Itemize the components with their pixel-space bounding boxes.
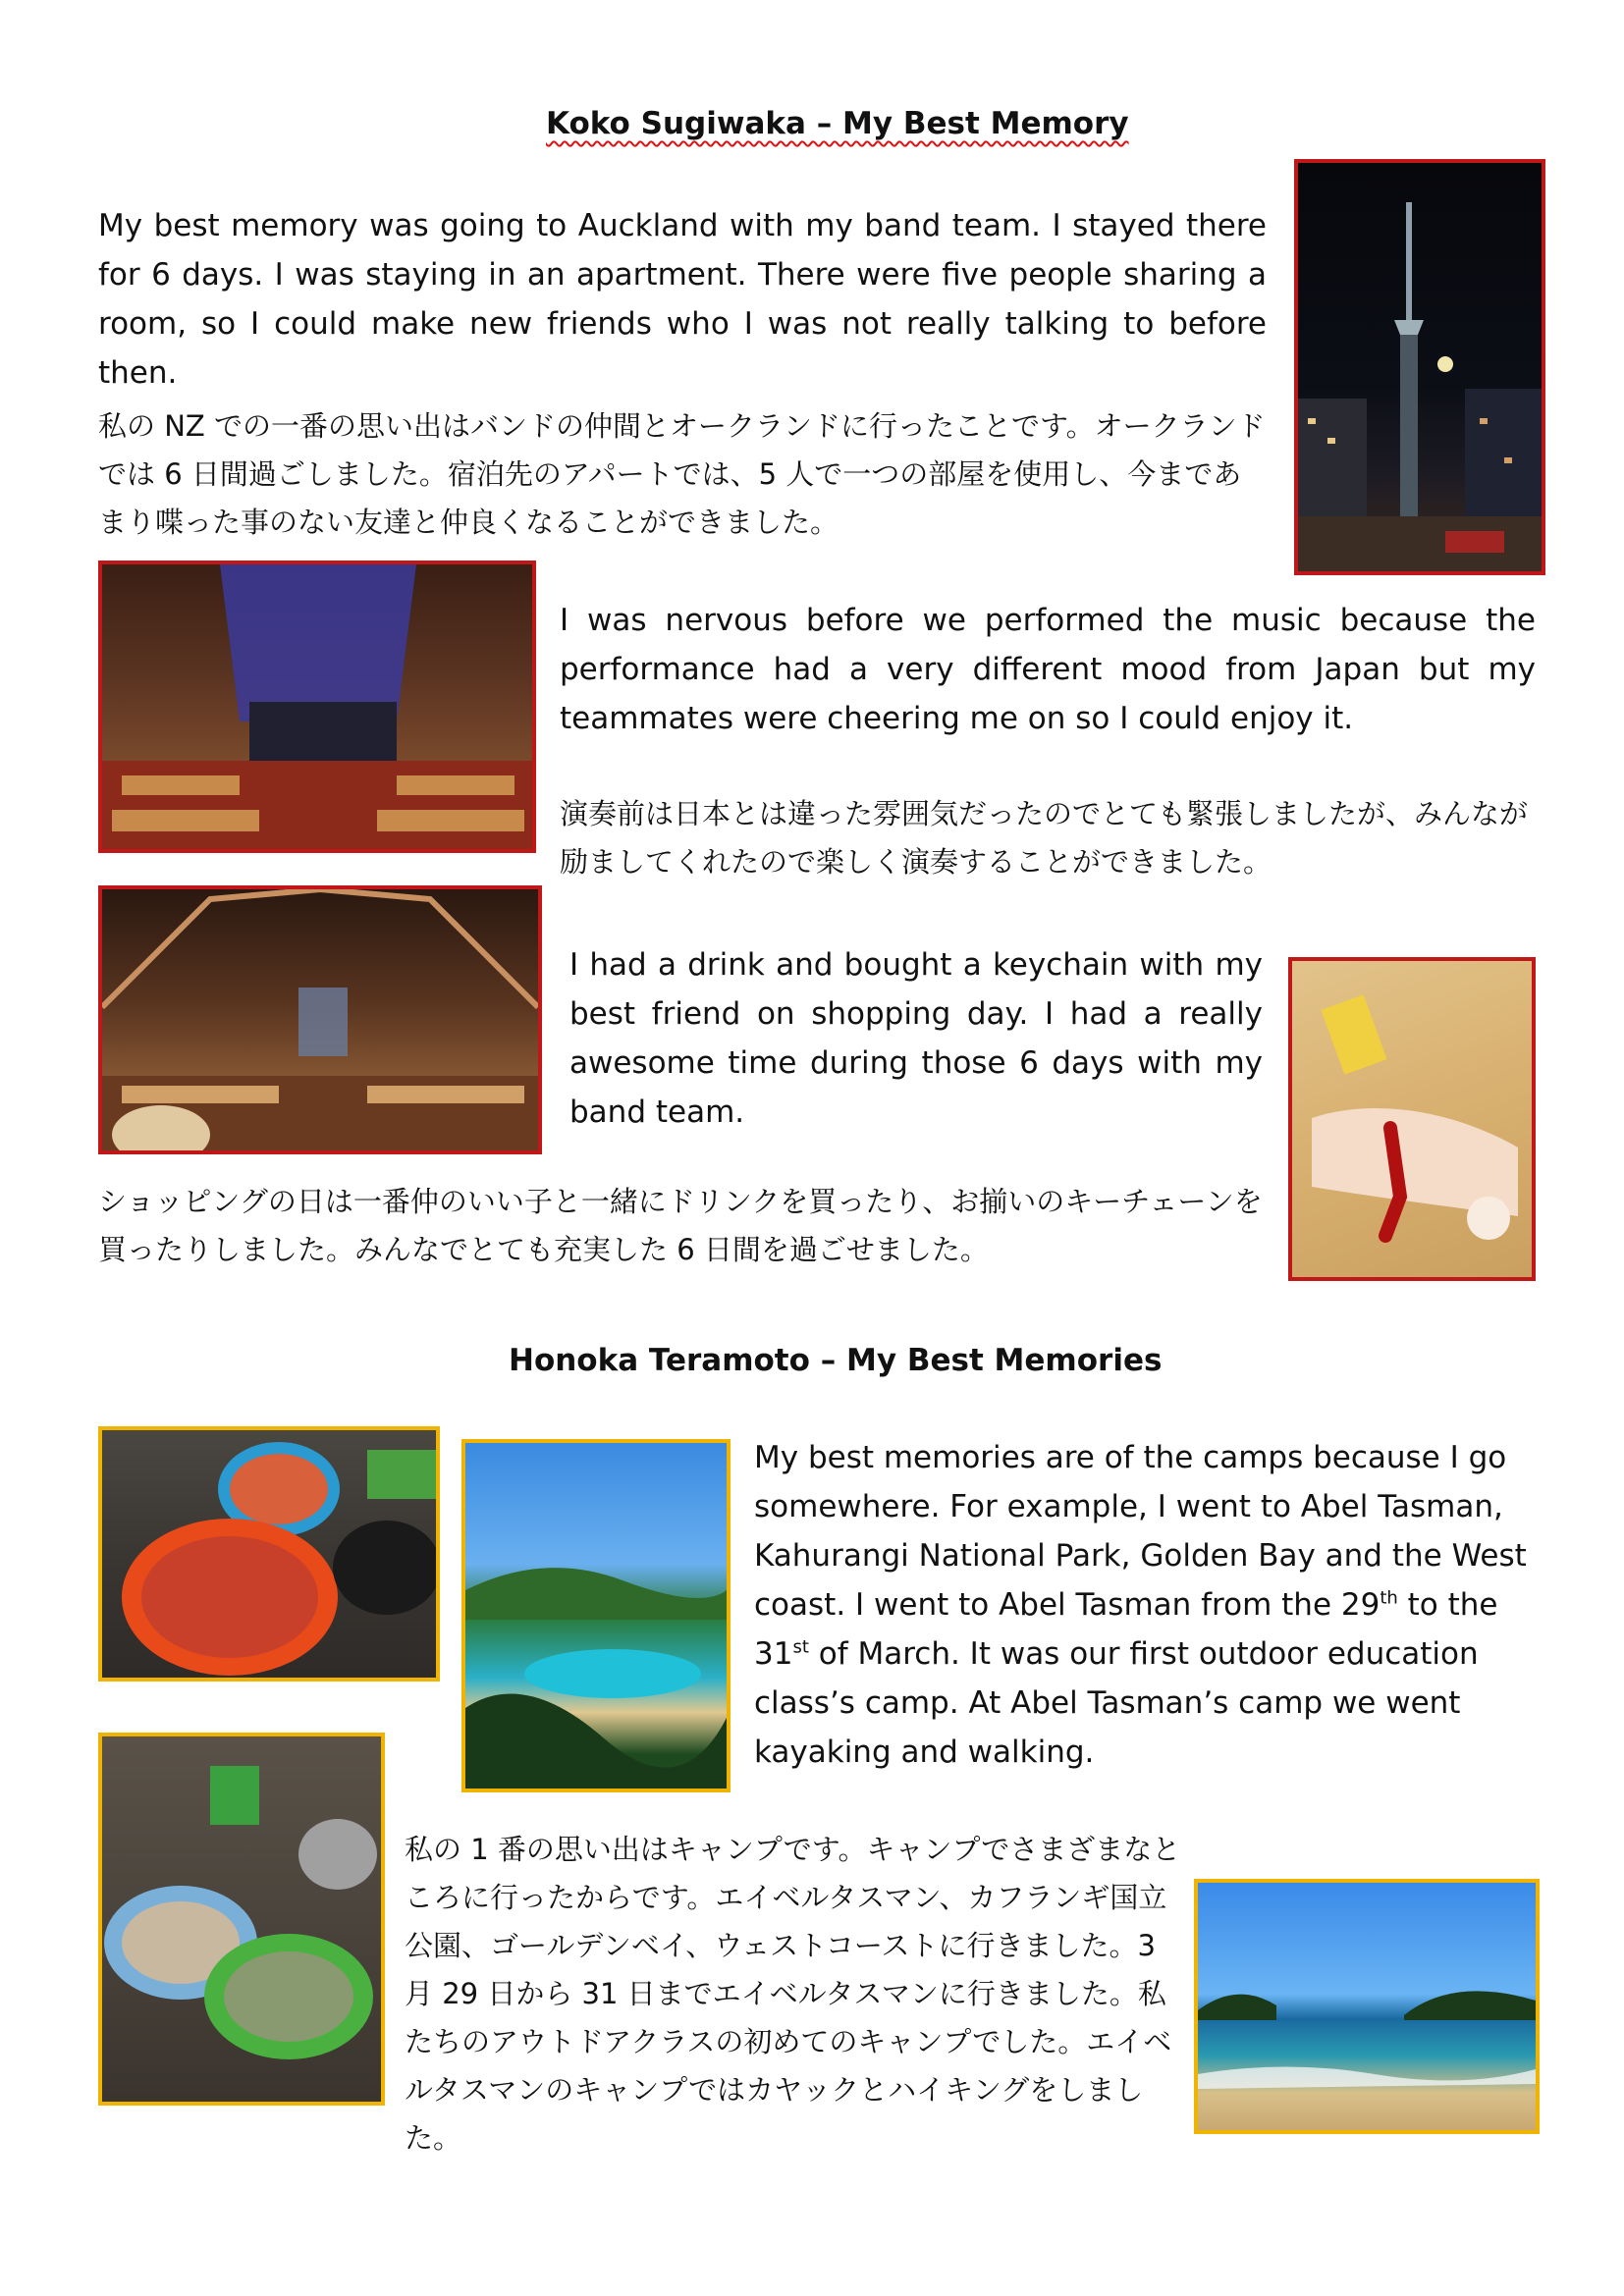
keychain-photo: [1288, 957, 1536, 1281]
church-interior-photo: [98, 885, 542, 1154]
section1-paragraph1-en: [98, 201, 1267, 398]
section1-paragraph1-jp-text: 私の NZ での一番の思い出はバンドの仲間とオークランドに行ったことです。オークランドでは 6 日間過ごしました。宿泊先のアパートでは、5 人で一つの部屋を使用し、今まであまり喋った事のない友達と仲良くなることができました。: [98, 409, 1266, 539]
section1-paragraph2-en: [560, 596, 1536, 743]
section1-paragraph1-en-text: My best memory was going to Auckland with my band team. I stayed there for 6 days. I was staying in an apartment. There were five people sharing a room, so I could make new friends who I was not really talking to before then.: [98, 208, 1267, 391]
abel-tasman-bay-photo: [461, 1439, 731, 1792]
section2-paragraph1-en: [754, 1433, 1540, 1777]
ordinal-st: st: [792, 1636, 809, 1658]
section2-paragraph1-en-part-c: of March. It was our first outdoor education class’s camp. At Abel Tasman’s camp we went kayaking and walking.: [754, 1636, 1479, 1770]
beach-photo: [1194, 1879, 1540, 2134]
section1-title: Koko Sugiwaka – My Best Memory: [546, 106, 1129, 141]
section1-paragraph1-jp: [98, 402, 1267, 547]
church-performance-illustration: [102, 564, 532, 849]
section2-paragraph1-en-part-a: My best memories are of the camps because I go somewhere. For example, I went to Abel Tasman, Kahurangi National Park, Golden Bay and the West coast. I went to Abel Tasman from the 29: [754, 1440, 1527, 1623]
beach-illustration: [1198, 1883, 1536, 2130]
section2-title: Honoka Teramoto – My Best Memories: [509, 1343, 1163, 1378]
section1-paragraph2-jp: [560, 790, 1536, 886]
section1-paragraph3-jp: [98, 1178, 1269, 1274]
section1-paragraph3-jp-text: ショッピングの日は一番仲のいい子と一緒にドリンクを買ったり、お揃いのキーチェーンを買ったりしました。みんなでとても充実した 6 日間を過ごせました。: [98, 1185, 1263, 1266]
camp-spaghetti-illustration: [102, 1430, 436, 1678]
church-performance-photo: [98, 561, 536, 853]
section1-paragraph2-en-text: I was nervous before we performed the music because the performance had a very different mood from Japan but my teammates were cheering me on so I could enjoy it.: [560, 603, 1536, 736]
sky-tower-illustration: [1298, 163, 1542, 571]
section2-paragraph1-en-text: [754, 1433, 1540, 1777]
camp-spaghetti-photo: [98, 1426, 440, 1682]
ordinal-th: th: [1380, 1587, 1398, 1609]
camp-cooking-photo: [98, 1733, 385, 2106]
abel-tasman-bay-illustration: [465, 1443, 727, 1789]
section2-paragraph1-en-part-b: to the 31: [754, 1587, 1498, 1672]
sky-tower-photo: [1294, 159, 1545, 575]
keychain-illustration: [1292, 961, 1532, 1277]
section1-paragraph3-en: [569, 940, 1263, 1137]
section2-paragraph1-jp-span: 私の 1 番の思い出はキャンプです。キャンプでさまざまなところに行ったからです。エイベルタスマン、カフランギ国立公園、ゴールデンベイ、ウェストコーストに行きました。3 月 29 日から 31 日までエイベルタスマンに行きました。私たちのアウトドアクラスの初めてのキャンプでした。エイベルタスマンのキャンプではカヤックとハイキングをしました。: [405, 1833, 1181, 2155]
church-interior-illustration: [102, 889, 538, 1150]
camp-cooking-illustration: [102, 1736, 381, 2102]
section1-paragraph3-en-text: I had a drink and bought a keychain with my best friend on shopping day. I had a really awesome time during those 6 days with my band team.: [569, 947, 1263, 1130]
section1-paragraph2-jp-text: 演奏前は日本とは違った雰囲気だったのでとても緊張しましたが、みんなが励ましてくれたので楽しく演奏することができました。: [560, 797, 1529, 879]
